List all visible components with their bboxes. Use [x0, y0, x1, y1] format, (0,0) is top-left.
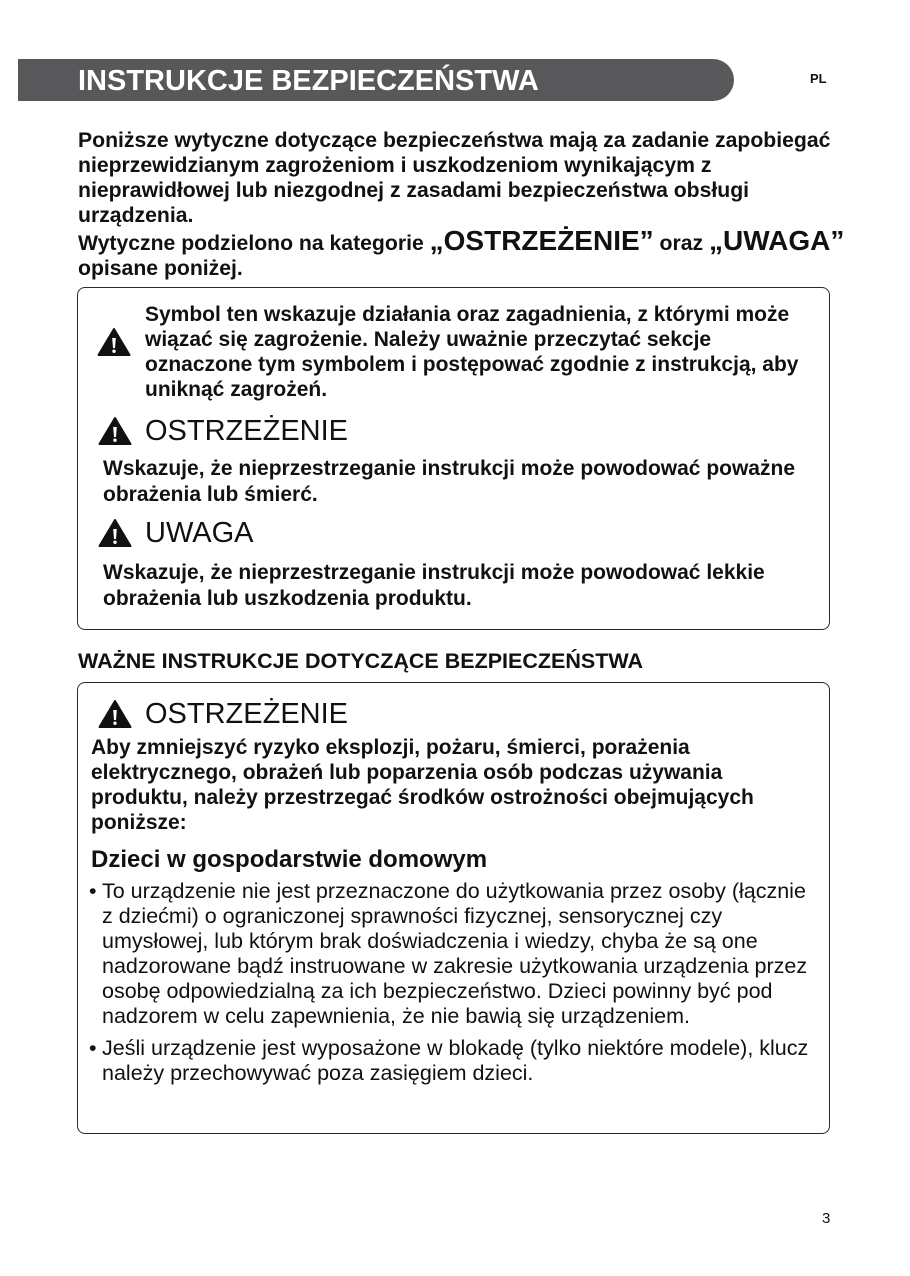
- warning-label: OSTRZEŻENIE: [145, 698, 349, 730]
- caution-heading: [98, 516, 253, 550]
- important-warning-box: [77, 682, 830, 1134]
- warning-description: Wskazuje, że nieprzestrzeganie instrukcji może powodować poważne obrażenia lub śmierć.: [103, 457, 795, 506]
- intro-line2-join: oraz: [659, 232, 704, 255]
- legend-box: [77, 287, 830, 630]
- intro-line2-suffix: opisane poniżej.: [78, 257, 243, 280]
- intro-paragraph: Poniższe wytyczne dotyczące bezpieczeństwa mają za zadanie zapobiegać nieprzewidzianym zagrożeniom i uszkodzeniom wynikającym z nieprawidłowej lub niezgodnej z zasadami bezpieczeństwa obsługi urządzenia.: [78, 129, 831, 227]
- intro-line2-prefix: Wytyczne podzielono na kategorie: [78, 232, 424, 255]
- intro-text: [78, 128, 848, 281]
- subsection-title: Dzieci w gospodarstwie domowym: [91, 846, 488, 873]
- caution-description: Wskazuje, że nieprzestrzeganie instrukcji może powodować lekkie obrażenia lub uszkodzenia produktu.: [103, 561, 765, 610]
- symbol-explanation: [97, 302, 817, 402]
- intro-categories-line: [78, 225, 848, 281]
- important-instructions-title: WAŻNE INSTRUKCJE DOTYCZĄCE BEZPIECZEŃSTWA: [78, 649, 643, 673]
- list-item: • To urządzenie nie jest przeznaczone do użytkowania przez osoby (łącznie z dziećmi) o ograniczonej sprawności fizycznej, sensorycznej czy umysłowej, lub którym brak doświadczenia i wiedzy, chyba że są one nadzorowane bądź instruowane w zakresie użytkowania urządzenia przez osobę odpowiedzialną za ich bezpieczeństwo. Dzieci powinny być pod nadzorem w celu zapewnienia, że nie bawią się urządzeniem.: [89, 879, 819, 1029]
- language-code: PL: [810, 71, 827, 86]
- list-item: • Jeśli urządzenie jest wyposażone w blokadę (tylko niektóre modele), klucz należy przechowywać poza zasięgiem dzieci.: [89, 1036, 819, 1086]
- term-warning: „OSTRZEŻENIE”: [429, 225, 654, 256]
- page-number: 3: [822, 1210, 831, 1227]
- warning-triangle-icon: [98, 416, 132, 446]
- safety-bullet-list: [89, 879, 819, 1093]
- symbol-text: Symbol ten wskazuje działania oraz zagadnienia, z którymi może wiązać się zagrożenie. Należy uważnie przeczytać sekcje oznaczone tym symbolem i postępować zgodnie z instrukcją, aby uniknąć zagrożeń.: [145, 303, 799, 401]
- warning-label: OSTRZEŻENIE: [145, 415, 349, 447]
- page-title: INSTRUKCJE BEZPIECZEŃSTWA: [78, 65, 539, 97]
- warning-triangle-icon: [97, 327, 131, 357]
- warning-triangle-icon: [98, 699, 132, 729]
- warning-heading: [98, 697, 348, 731]
- term-caution: „UWAGA”: [709, 225, 845, 256]
- caution-label: UWAGA: [145, 517, 254, 549]
- warning-triangle-icon: [98, 518, 132, 548]
- warning-heading: [98, 414, 348, 448]
- warning-intro-text: Aby zmniejszyć ryzyko eksplozji, pożaru, śmierci, porażenia elektrycznego, obrażeń lub poparzenia osób podczas używania produktu, należy przestrzegać środków ostrożności obejmujących poniższe:: [91, 736, 754, 834]
- section-header-bar: [18, 59, 734, 101]
